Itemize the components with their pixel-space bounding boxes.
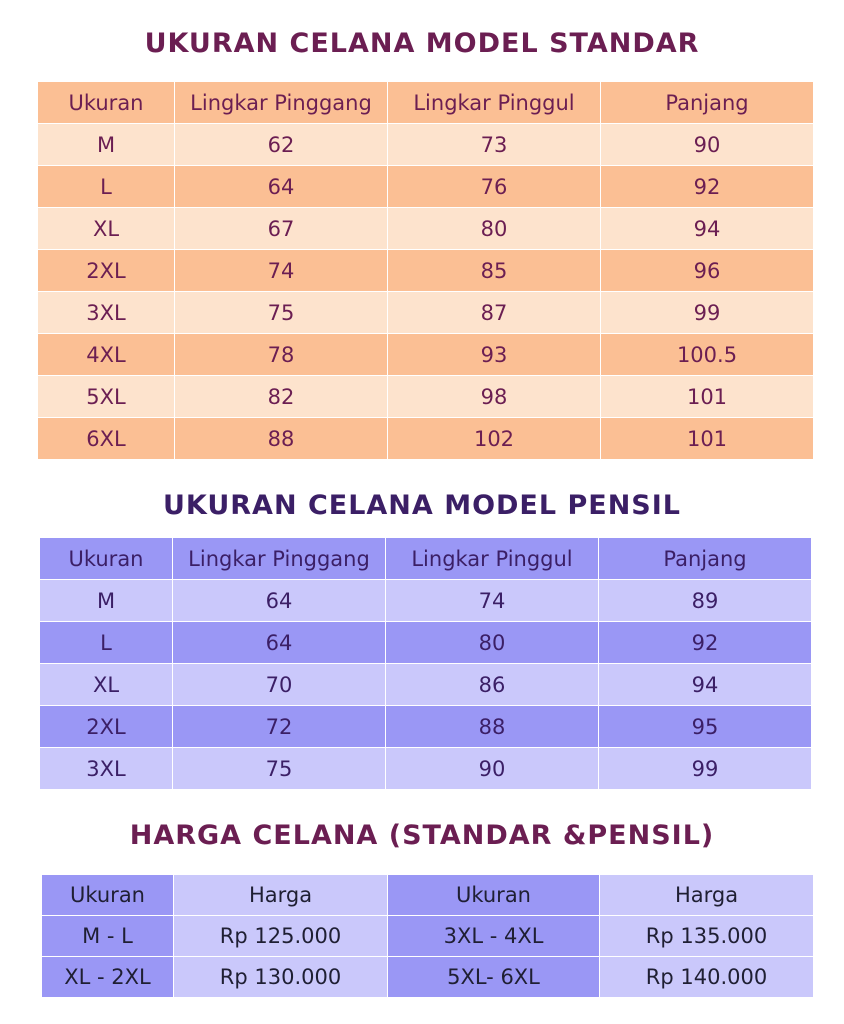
table-row (40, 706, 812, 748)
table-cell: 94 (601, 208, 814, 250)
price-table (41, 874, 814, 998)
table-cell: 72 (173, 706, 386, 748)
table-cell: M (40, 580, 173, 622)
table-cell: XL (40, 664, 173, 706)
table-row (42, 916, 814, 957)
pensil-title: UKURAN CELANA MODEL PENSIL (162, 490, 682, 521)
table-cell: L (40, 622, 173, 664)
table-cell: 74 (386, 580, 599, 622)
table-cell: 3XL - 4XL (388, 916, 600, 957)
table-header-row (38, 82, 814, 124)
table-cell: 90 (386, 748, 599, 790)
table-cell: L (38, 166, 175, 208)
table-cell: 87 (388, 292, 601, 334)
table-cell: 82 (175, 376, 388, 418)
table-cell: 64 (173, 580, 386, 622)
table-cell: 88 (386, 706, 599, 748)
standar-size-table (37, 81, 814, 460)
header-ukuran: Ukuran (42, 875, 174, 916)
table-cell: 78 (175, 334, 388, 376)
table-cell: 85 (388, 250, 601, 292)
table-cell: 99 (599, 748, 812, 790)
table-row (40, 580, 812, 622)
table-cell: Rp 130.000 (174, 957, 388, 998)
table-cell: XL - 2XL (42, 957, 174, 998)
table-cell: Rp 135.000 (600, 916, 814, 957)
table-row (40, 748, 812, 790)
table-cell: 90 (601, 124, 814, 166)
table-cell: 93 (388, 334, 601, 376)
header-lingkar-pinggang: Lingkar Pinggang (173, 538, 386, 580)
header-lingkar-pinggang: Lingkar Pinggang (175, 82, 388, 124)
table-row (38, 208, 814, 250)
table-row (38, 292, 814, 334)
table-row (38, 250, 814, 292)
header-harga: Harga (600, 875, 814, 916)
standar-title: UKURAN CELANA MODEL STANDAR (144, 28, 700, 59)
table-cell: 86 (386, 664, 599, 706)
table-row (40, 664, 812, 706)
table-cell: 64 (173, 622, 386, 664)
table-cell: 2XL (38, 250, 175, 292)
table-cell: 96 (601, 250, 814, 292)
table-cell: 101 (601, 376, 814, 418)
table-row (40, 622, 812, 664)
table-cell: M (38, 124, 175, 166)
harga-title: HARGA CELANA (STANDAR &PENSIL) (129, 820, 715, 851)
table-row (38, 418, 814, 460)
table-cell: Rp 125.000 (174, 916, 388, 957)
header-lingkar-pinggul: Lingkar Pinggul (386, 538, 599, 580)
table-header-row (40, 538, 812, 580)
table-row (42, 957, 814, 998)
table-cell: 88 (175, 418, 388, 460)
table-row (38, 376, 814, 418)
table-cell: 94 (599, 664, 812, 706)
table-cell: 80 (388, 208, 601, 250)
table-cell: Rp 140.000 (600, 957, 814, 998)
header-harga: Harga (174, 875, 388, 916)
table-cell: 102 (388, 418, 601, 460)
table-cell: 92 (601, 166, 814, 208)
table-cell: 89 (599, 580, 812, 622)
table-cell: 73 (388, 124, 601, 166)
table-header-row (42, 875, 814, 916)
table-cell: 95 (599, 706, 812, 748)
table-cell: 74 (175, 250, 388, 292)
table-cell: 62 (175, 124, 388, 166)
header-lingkar-pinggul: Lingkar Pinggul (388, 82, 601, 124)
table-cell: 3XL (38, 292, 175, 334)
table-cell: 67 (175, 208, 388, 250)
table-cell: 101 (601, 418, 814, 460)
table-cell: 5XL- 6XL (388, 957, 600, 998)
table-cell: 4XL (38, 334, 175, 376)
table-cell: 80 (386, 622, 599, 664)
table-cell: 3XL (40, 748, 173, 790)
header-ukuran: Ukuran (388, 875, 600, 916)
header-panjang: Panjang (599, 538, 812, 580)
pensil-size-table (39, 537, 812, 790)
header-ukuran: Ukuran (38, 82, 175, 124)
header-ukuran: Ukuran (40, 538, 173, 580)
table-cell: 6XL (38, 418, 175, 460)
table-cell: 5XL (38, 376, 175, 418)
table-cell: 75 (175, 292, 388, 334)
header-panjang: Panjang (601, 82, 814, 124)
table-cell: 76 (388, 166, 601, 208)
table-cell: 92 (599, 622, 812, 664)
table-cell: 99 (601, 292, 814, 334)
table-row (38, 124, 814, 166)
table-cell: XL (38, 208, 175, 250)
table-cell: 98 (388, 376, 601, 418)
table-cell: M - L (42, 916, 174, 957)
table-cell: 75 (173, 748, 386, 790)
table-cell: 70 (173, 664, 386, 706)
table-cell: 100.5 (601, 334, 814, 376)
table-cell: 2XL (40, 706, 173, 748)
table-row (38, 166, 814, 208)
table-cell: 64 (175, 166, 388, 208)
table-row (38, 334, 814, 376)
